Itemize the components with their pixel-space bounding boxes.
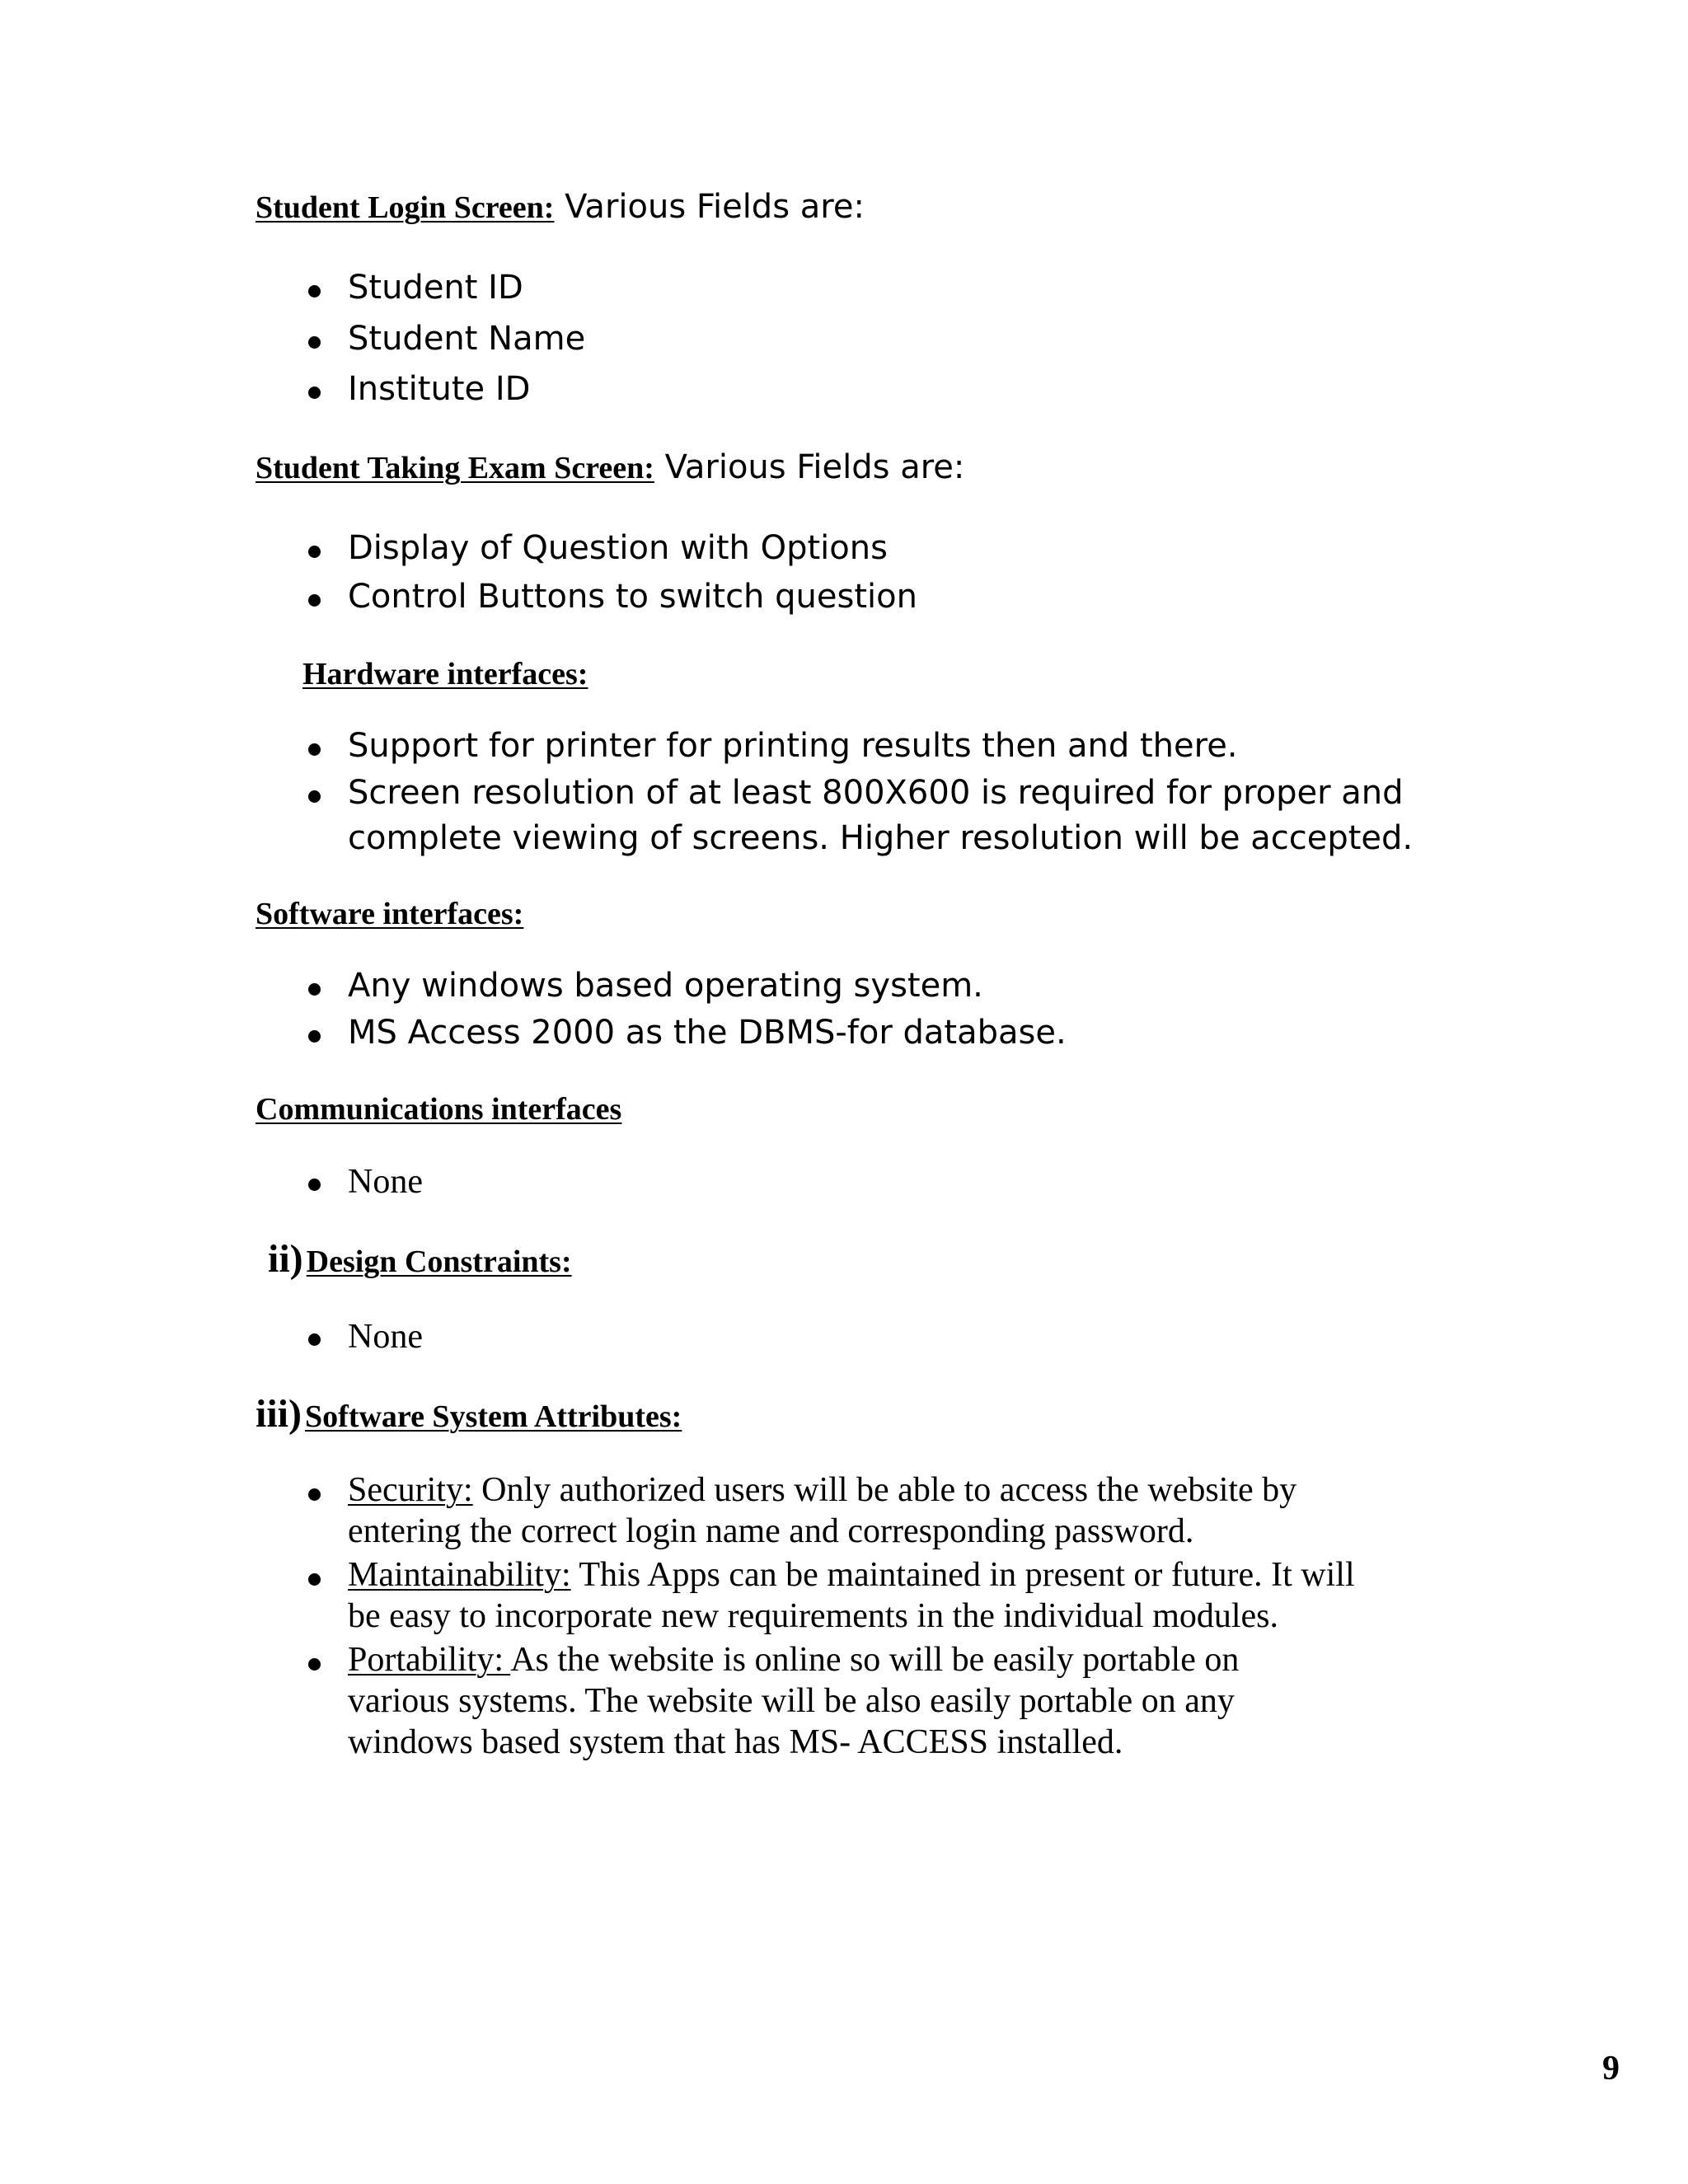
page-number: 9 xyxy=(1602,2050,1620,2088)
login-heading-suffix: Various Fields are: xyxy=(554,188,865,226)
exam-heading: Student Taking Exam Screen: xyxy=(256,451,654,485)
bullet-icon xyxy=(308,336,321,349)
bullet-icon xyxy=(308,1488,321,1501)
list-item: Institute ID xyxy=(348,370,531,408)
bullet-icon xyxy=(308,790,321,803)
list-item: Student Name xyxy=(348,320,586,358)
bullet-icon xyxy=(308,285,321,298)
section-number: iii) xyxy=(256,1392,302,1436)
portability-line xyxy=(348,1640,1239,1680)
security-continuation: entering the correct login name and corresponding password. xyxy=(348,1512,1194,1550)
login-heading-line xyxy=(256,188,865,226)
portability-label: Portability: xyxy=(348,1641,511,1679)
maintainability-label: Maintainability: xyxy=(348,1556,571,1594)
security-label: Security: xyxy=(348,1471,473,1509)
list-item: Control Buttons to switch question xyxy=(348,578,917,616)
maintainability-text: This Apps can be maintained in present or future. It will xyxy=(570,1556,1355,1594)
list-item: None xyxy=(348,1163,423,1201)
bullet-icon xyxy=(308,1179,321,1191)
design-heading: Design Constraints: xyxy=(306,1244,572,1279)
portability-continuation: various systems. The website will be also easily portable on any xyxy=(348,1682,1235,1720)
security-text: Only authorized users will be able to access the website by xyxy=(472,1471,1297,1509)
exam-heading-line xyxy=(256,448,964,486)
portability-text: As the website is online so will be easily portable on xyxy=(510,1641,1240,1679)
list-item: Student ID xyxy=(348,269,523,307)
list-item: Screen resolution of at least 800X600 is required for proper and xyxy=(348,774,1404,812)
design-heading-line xyxy=(268,1236,572,1282)
exam-heading-suffix: Various Fields are: xyxy=(654,448,965,486)
bullet-icon xyxy=(308,1333,321,1346)
list-item-continuation: complete viewing of screens. Higher resolution will be accepted. xyxy=(348,819,1414,857)
maintainability-continuation: be easy to incorporate new requirements in the individual modules. xyxy=(348,1597,1279,1635)
section-number: ii) xyxy=(268,1237,303,1281)
security-line xyxy=(348,1470,1296,1510)
list-item: MS Access 2000 as the DBMS-for database. xyxy=(348,1014,1067,1052)
bullet-icon xyxy=(308,1573,321,1586)
bullet-icon xyxy=(308,387,321,399)
list-item: Display of Question with Options xyxy=(348,529,888,567)
login-heading: Student Login Screen: xyxy=(256,190,555,225)
software-heading: Software interfaces: xyxy=(256,897,524,931)
bullet-icon xyxy=(308,1658,321,1671)
list-item: None xyxy=(348,1318,423,1356)
bullet-icon xyxy=(308,594,321,607)
bullet-icon xyxy=(308,743,321,756)
hardware-heading: Hardware interfaces: xyxy=(302,657,588,691)
maintainability-line xyxy=(348,1555,1355,1595)
bullet-icon xyxy=(308,983,321,996)
communications-heading: Communications interfaces xyxy=(256,1092,622,1127)
portability-continuation: windows based system that has MS- ACCESS installed. xyxy=(348,1723,1123,1761)
bullet-icon xyxy=(308,546,321,558)
attributes-heading: Software System Attributes: xyxy=(305,1399,682,1434)
bullet-icon xyxy=(308,1030,321,1043)
attributes-heading-line xyxy=(256,1391,682,1436)
list-item: Any windows based operating system. xyxy=(348,967,983,1005)
list-item: Support for printer for printing results then and there. xyxy=(348,727,1238,765)
